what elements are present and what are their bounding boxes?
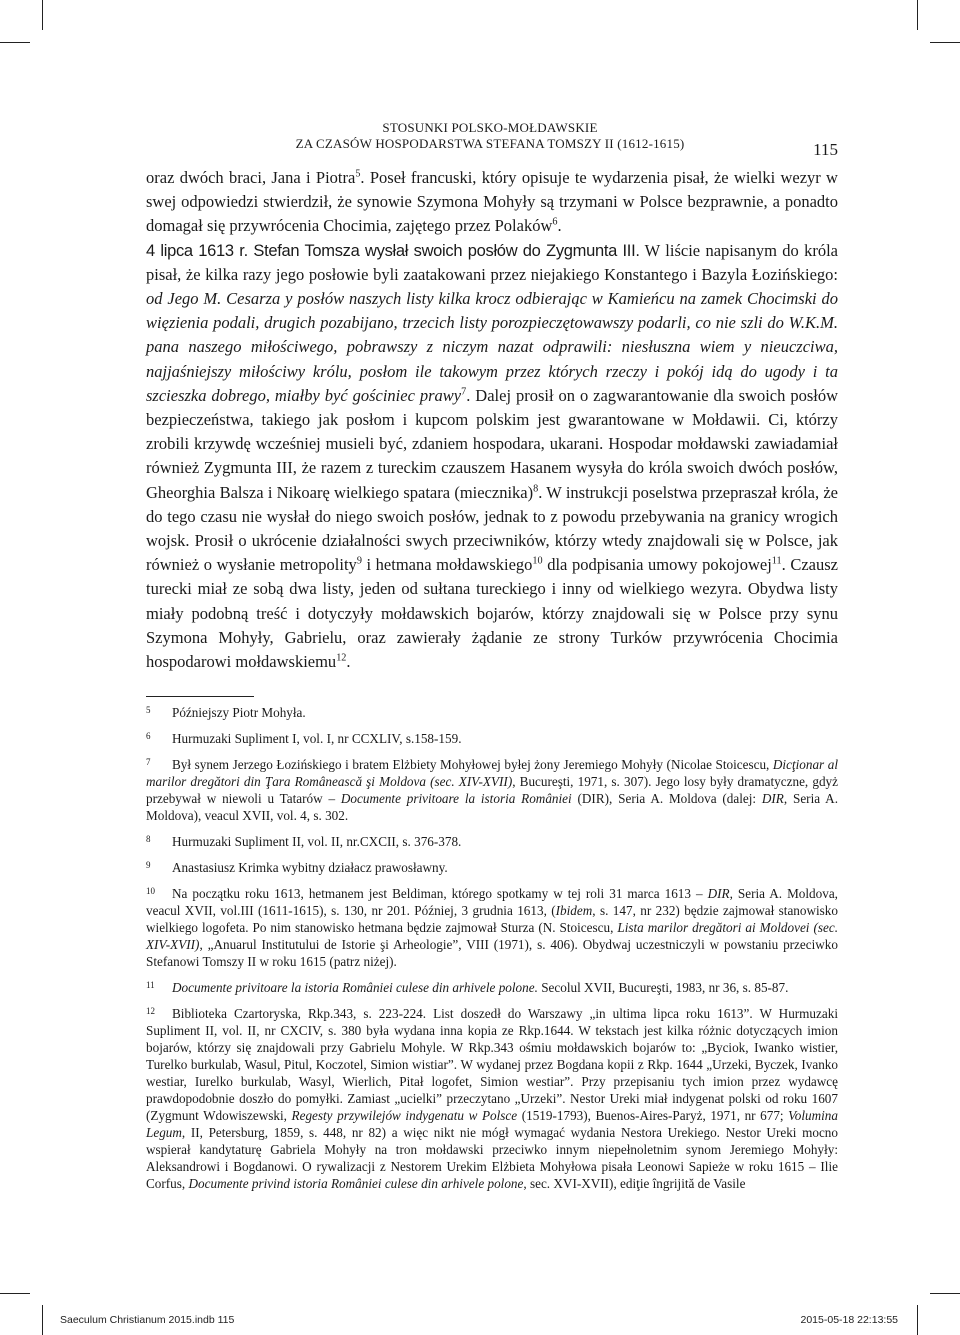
footnote-number: 6: [146, 731, 151, 741]
footnote-number: 5: [146, 705, 151, 715]
footnote-ref[interactable]: 8: [533, 483, 539, 495]
footnote-9: [146, 857, 838, 876]
text-span: .: [557, 216, 562, 236]
footnote-italic: Documente privitoare la istoria României culese din arhivele polone.: [172, 980, 538, 995]
footnote-5: [146, 702, 838, 721]
running-head-line-2: ZA CZASÓW HOSPODARSTWA STEFANA TOMSZY II (1612-1615): [295, 136, 685, 151]
paragraph-1: [146, 166, 838, 239]
footnote-12: [146, 1003, 838, 1192]
footnote-text: Hurmuzaki Supliment I, vol. I, nr CCXLIV, s.158-159.: [172, 731, 462, 746]
footnote-text: , Bucureşti, 1971, s. 307). Jego losy były dramatyczne, gdyż przebywał w niewoli u Tatarów –: [146, 774, 838, 806]
footnote-10: [146, 883, 838, 970]
footnote-italic: Regesty przywilejów indygenatu w Polsce: [291, 1108, 518, 1123]
footnote-separator: [146, 696, 254, 697]
paragraph-2: [146, 239, 838, 675]
crop-mark: [42, 1305, 43, 1335]
footnote-text: Biblioteka Czartoryska, Rkp.343, s. 223-224. List doszedł do Warszawy „in ultima lipca roku 1613”. W Hurmuzaki Supliment II, vol. II, nr CXCIV, s. 380 była wydana inna kopia ze Rkp.1644. W tekstach jest kilka różnic dotyczących imion bojarów, którzy się znajdowali przy Gabrielu Mohyle. W Rkp.343 ośmiu mołdawskich bojarów to: „Byciok, Iwanko wistier, Turelko burkulab, Wasul, Pitul, Koczotel, Simion wistiar”. W wydanej przez Bogdana kopii z Rkp. 1644 „Urzeki, Byczek, Ivanko westiar, Iurelko burkulab, Wasyl, Wierlich, Pitał logofet, Simion westiar”. Przy przepisaniu tych imion przez wydawcę prawdopodobnie doszło do pomyłki. Zamiast „ucielki” przeczytano „Urzeki”. Nestor Ureki miał indygenat polski od roku 1607 (Zygmunt Wdowiszewski,: [146, 1006, 838, 1123]
footnote-italic: Ibidem: [555, 903, 593, 918]
footnote-number: 9: [146, 860, 151, 870]
footnote-ref[interactable]: 11: [771, 555, 782, 567]
footnotes: [146, 702, 838, 1199]
footnote-text: , s. 147, nr 232) będzie zajmował stanowisko wielkiego logofeta. Po nim stanowisko hetmana będzie zajmował Sturza (N. Stoicescu,: [146, 903, 838, 935]
footnote-6: [146, 728, 838, 747]
footnote-ref[interactable]: 12: [336, 652, 347, 664]
page-number: 115: [813, 140, 838, 159]
footnote-7: [146, 754, 838, 824]
crop-mark: [42, 0, 43, 30]
text-span: . Czausz turecki miał ze sobą dwa listy, jeden od sułtana tureckiego i inny od wielkiego wezyra. Obydwa listy miały podobną treść i dotyczyły mołdawskich bojarów, którzy znajdowali się w Polsce przy synu Szymona Mohyły, Gabrielu, oraz zawierały żądanie ze strony Turków przywrócenia Chocimia hospodarowi mołdawskiemu: [146, 555, 838, 672]
text-span: oraz dwóch braci, Jana i Piotra: [146, 168, 356, 187]
footnote-text: , „Anuarul Institutului de Istorie şi Arheologie”, VIII (1971), s. 406). Obydwaj uczestniczyli w powstaniu przeciwko Stefanowi Tomszy II w roku 1615 (patrz niżej).: [146, 937, 838, 969]
footnote-ref[interactable]: 10: [532, 555, 543, 567]
footnote-8: [146, 831, 838, 850]
print-slug-date: 2015-05-18 22:13:55: [800, 1314, 898, 1326]
text-span: i hetmana mołdawskiego: [361, 555, 533, 575]
running-head: [140, 120, 840, 152]
footnote-italic: Documente privind istoria României culese din arhivele polone: [188, 1176, 524, 1191]
footnote-italic: DIR: [707, 886, 730, 901]
text-span: .: [346, 652, 351, 672]
text-span: W liście napisanym do króla pisał, że kilka razy jego posłowie byli zaatakowani przez niejakiego Konstantego i Bazyla Łozińskiego:: [146, 240, 838, 284]
footnote-text: (1519-1793), Buenos-Aires-Paryż, 1971, nr 677;: [517, 1108, 789, 1123]
footnote-text: , sec. XVI-XVII), ediţie îngrijită de Vasile: [523, 1176, 746, 1191]
footnote-text: Anastasiusz Krimka wybitny działacz prawosławny.: [172, 860, 448, 875]
text-span: . W instrukcji poselstwa przepraszał króla, że do tego czasu nie wysłał do niego swoich posłów, jednak to z powodu przebywania na granicy wrogich wojsk. Prosił o ukrócenie działalności swych przeciwników, którzy wtedy znajdowali się w Polsce, jak również o wysłanie metropolity: [146, 482, 838, 575]
crop-mark: [930, 42, 960, 43]
crop-mark: [917, 1305, 918, 1335]
main-text: [146, 166, 838, 674]
running-head-line-1: STOSUNKI POLSKO-MOŁDAWSKIE: [382, 120, 598, 135]
footnote-text: , Seria A. Moldova), veacul XVII, vol. 4, s. 302.: [146, 791, 838, 823]
text-span: . Poseł francuski, który opisuje te wydarzenia pisał, że wielki wezyr w swej odpowiedzi stwierdził, że synowie Szymona Mohyły są trzymani w Polsce bezprawnie, a ponadto domagał się przywrócenia Chocimia, zajętego przez Polaków: [146, 168, 838, 236]
footnote-text: (DIR), Seria A. Moldova (dalej:: [571, 791, 762, 806]
footnote-number: 11: [146, 980, 155, 990]
crop-mark: [0, 1293, 30, 1294]
footnote-text: Był synem Jerzego Łozińskiego i bratem Elżbiety Mohyłowej byłej żony Jeremiego Mohyły (Nicolae Stoicescu,: [172, 757, 773, 772]
text-span: 4 lipca 1613 r. Stefan Tomsza wysłał swoich posłów do Zygmunta III.: [146, 241, 640, 260]
footnote-number: 8: [146, 834, 151, 844]
print-slug-file: Saeculum Christianum 2015.indb 115: [60, 1314, 235, 1326]
footnote-number: 12: [146, 1006, 155, 1016]
footnote-number: 7: [146, 757, 151, 767]
text-span: . Dalej prosił on o zagwarantowanie dla swoich posłów bezpieczeństwa, takiego jak posłom i kupcom polskim jest gwarantowane w Mołdawii. Ci, którzy zrobili krzywdę wcześniej musieli być, zdaniem hospodara, ukarani. Hospodar mołdawski zawiadamiał również Zygmunta III, że razem z tureckim czauszem Hasanem wysyła do króla swoich dwóch posłów, Gheorghia Balsza i Nikoarę wielkiego spatara (miecznika): [146, 385, 838, 502]
footnote-text: Na początku roku 1613, hetmanem jest Beldiman, którego spotkamy w tej roli 31 marca 1613 –: [172, 886, 708, 901]
footnote-11: [146, 977, 838, 996]
footnote-text: , Seria A. Moldova, veacul XVII, vol.III (1611-1615), s. 130, nr 201. Później, 3 grudnia 1613, (: [146, 886, 838, 918]
crop-mark: [917, 0, 918, 30]
text-span: dla podpisania umowy pokojowej: [542, 555, 772, 575]
footnote-text: Secolul XVII, Bucureşti, 1983, nr 36, s. 85-87.: [537, 980, 789, 995]
footnote-text: , II, Petersburg, 1859, s. 448, nr 82) a więc nikt nie mógł wymagać wydania Nestora Urekiego. Nestor Ureki mocno wspierał kandytaturę Gabriela Mohyły na tron mołdawski przeciwko innym niepełnoletnim synom Jeremiego Mohyły: Aleksandrowi i Bogdanowi. O rywalizacji z Nestorem Urekim Elżbieta Mohyłowa pisała Leonowi Sapieże w roku 1615 – Ilie Corfus,: [146, 1125, 838, 1191]
footnote-ref[interactable]: 6: [552, 216, 558, 228]
footnote-italic: Volumina Legum: [146, 1108, 838, 1140]
crop-mark: [930, 1293, 960, 1294]
footnote-italic: Documente privitoare la istoria României: [340, 791, 572, 806]
footnote-text: Późniejszy Piotr Mohyła.: [172, 705, 306, 720]
footnote-italic: Lista marilor dregători ai Moldovei (sec. XIV-XVII): [146, 920, 838, 952]
footnote-number: 10: [146, 886, 155, 896]
footnote-ref[interactable]: 9: [356, 555, 362, 567]
footnote-italic: Dicţionar al marilor dregători din Ţara Românească şi Moldova (sec. XIV-XVII): [146, 757, 838, 789]
footnote-text: Hurmuzaki Supliment II, vol. II, nr.CXCII, s. 376-378.: [172, 834, 462, 849]
footnote-ref[interactable]: 5: [355, 168, 361, 180]
footnote-ref[interactable]: 7: [461, 386, 467, 398]
footnote-italic: DIR: [761, 791, 784, 806]
quotation-italic: od Jego M. Cesarza y posłów naszych listy kilka krocz odbierając w Kamieńcu na zamek Chocimski do więzienia podali, drugich pozabijano, trzecich listy porozpieczętowawszy podarli, co nie szli do W.K.M. pana naszego miłościwego, pobrawszy z niczym nazat odprawili: niesłuszna wiem y nieuczciwa, najjaśniejszy miłościwy królu, posłom ile takowym przez których rzeczy i pokój idą do ugody i ta szcieszka dobrego, miałby być gościniec prawy: [146, 289, 838, 405]
crop-mark: [0, 42, 30, 43]
